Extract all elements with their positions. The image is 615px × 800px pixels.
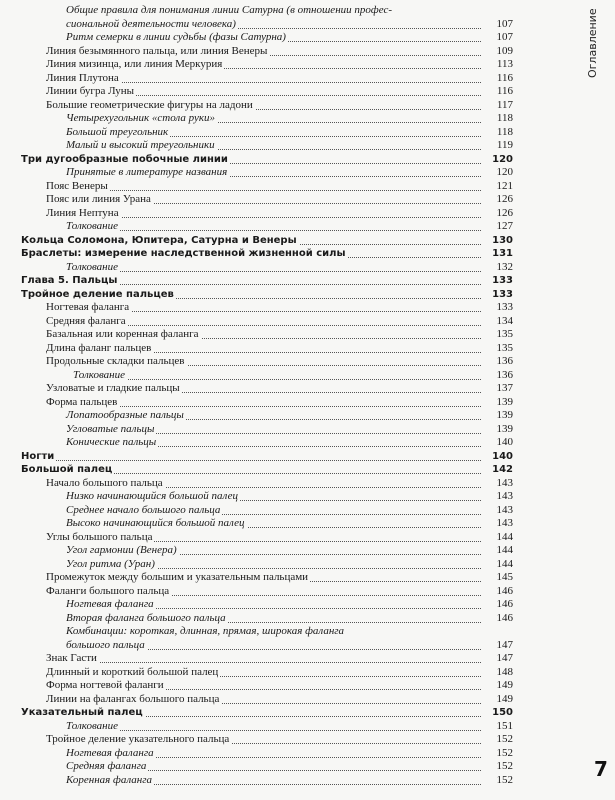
toc-entry-page: 152 xyxy=(496,760,513,772)
toc-entry xyxy=(73,369,513,382)
toc-entry-page: 134 xyxy=(496,314,513,327)
toc-entry-title: Толкование xyxy=(73,368,126,381)
toc-entry-title: Большой треугольник xyxy=(66,125,169,138)
toc-entry-page: 133 xyxy=(492,275,513,286)
toc-entry-page: 144 xyxy=(496,557,513,570)
toc-entry xyxy=(46,585,513,598)
toc-entry-title: Кольца Соломона, Юпитера, Сатурна и Венеры xyxy=(21,234,297,246)
toc-entry-page: 137 xyxy=(496,382,513,394)
toc-entry xyxy=(66,220,513,233)
toc-entry-title: Пояс Венеры xyxy=(46,179,108,192)
toc-entry-page: 136 xyxy=(496,355,513,367)
toc-entry-title: Ногти xyxy=(21,450,55,462)
toc-entry-title: Длинный и короткий большой палец xyxy=(46,665,219,678)
toc-entry-title: Углы большого пальца xyxy=(46,530,153,543)
toc-entry-page: 152 xyxy=(496,733,513,745)
toc-entry-page: 113 xyxy=(496,58,513,70)
toc-entry-page: 135 xyxy=(496,328,513,340)
toc-entry-page: 135 xyxy=(496,341,513,354)
toc-entry-title: Общие правила для понимания линии Сатурна (в отношении профес- xyxy=(66,4,392,16)
toc-entry-page: 152 xyxy=(496,746,513,759)
toc-entry xyxy=(66,423,513,436)
toc-entry-title: Толкование xyxy=(66,260,119,273)
toc-entry xyxy=(21,234,513,247)
toc-entry xyxy=(46,342,513,355)
toc-entry-title: Низко начинающийся большой палец xyxy=(66,490,238,502)
toc-entry xyxy=(46,396,513,409)
toc-entry-title: Браслеты: измерение наследственной жизненной силы xyxy=(21,248,346,259)
toc-entry-page: 130 xyxy=(492,234,513,246)
toc-entry-title: Форма ногтевой фаланги xyxy=(46,679,164,691)
toc-entry-title: Глава 5. Пальцы xyxy=(21,275,118,286)
toc-entry-page: 139 xyxy=(496,422,513,435)
toc-entry-page: 116 xyxy=(496,85,513,97)
toc-entry-title: Коренная фаланга xyxy=(66,773,153,786)
toc-entry xyxy=(66,18,513,31)
toc-entry xyxy=(66,409,513,422)
toc-entry xyxy=(21,450,513,463)
toc-entry-title: Ногтевая фаланга xyxy=(46,301,130,313)
toc-entry-page: 143 xyxy=(496,476,513,489)
toc-entry-page: 144 xyxy=(496,530,513,543)
toc-entry-title: Вторая фаланга большого пальца xyxy=(66,611,226,624)
toc-entry-title: Знак Гасти xyxy=(46,652,97,664)
toc-entry-page: 147 xyxy=(496,638,513,651)
toc-entry-page: 133 xyxy=(492,288,513,300)
toc-entry-title: Средняя фаланга xyxy=(66,760,147,772)
toc-entry-page: 109 xyxy=(496,44,513,57)
toc-entry xyxy=(46,99,513,112)
toc-entry-title: Толкование xyxy=(66,220,119,232)
toc-entry-title: Среднее начало большого пальца xyxy=(66,503,221,516)
toc-entry xyxy=(66,517,513,530)
toc-entry-title: Линия Нептуна xyxy=(46,206,119,219)
toc-entry-title: большого пальца xyxy=(66,638,145,651)
toc-entry xyxy=(46,666,513,679)
toc-entry xyxy=(66,126,513,139)
toc-entry xyxy=(21,274,513,287)
toc-entry xyxy=(66,261,513,274)
toc-entry xyxy=(66,4,513,17)
toc-entry-title: Ногтевая фаланга xyxy=(66,746,154,759)
toc-entry-page: 107 xyxy=(496,31,513,43)
toc-entry-title: Три дугообразные побочные линии xyxy=(21,153,228,165)
toc-entry-page: 133 xyxy=(496,301,513,313)
toc-entry xyxy=(66,139,513,152)
toc-entry-page: 126 xyxy=(496,193,513,205)
toc-entry xyxy=(66,598,513,611)
running-header: Оглавление xyxy=(586,8,599,78)
toc-entry-page: 121 xyxy=(496,179,513,192)
toc-entry-page: 147 xyxy=(496,652,513,664)
toc-entry-title: Большие геометрические фигуры на ладони xyxy=(46,98,253,111)
toc-entry-title: Линия безымянного пальца, или линия Венеры xyxy=(46,44,268,57)
toc-entry xyxy=(46,652,513,665)
toc-entry-title: Фаланги большого пальца xyxy=(46,584,170,597)
toc-entry xyxy=(46,679,513,692)
toc-entry xyxy=(46,180,513,193)
toc-entry-page: 119 xyxy=(496,139,513,151)
toc-entry xyxy=(66,612,513,625)
toc-entry-title: Угол ритма (Уран) xyxy=(66,557,155,570)
toc-entry xyxy=(66,504,513,517)
toc-entry xyxy=(46,733,513,746)
toc-entry-leader xyxy=(73,379,481,380)
toc-entry-page: 120 xyxy=(496,166,513,178)
toc-entry-page: 143 xyxy=(496,503,513,516)
toc-entry xyxy=(46,207,513,220)
toc-entry-title: Четырехугольник «стола руки» xyxy=(66,112,215,124)
toc-entry-page: 136 xyxy=(496,368,513,381)
toc-entry-leader xyxy=(46,662,481,663)
toc-entry xyxy=(46,571,513,584)
toc-entry-page: 132 xyxy=(496,260,513,273)
toc-entry xyxy=(66,747,513,760)
toc-entry xyxy=(46,477,513,490)
toc-entry xyxy=(46,193,513,206)
toc-entry-page: 107 xyxy=(496,17,513,30)
toc-entry xyxy=(21,706,513,719)
toc-entry-title: Продольные складки пальцев xyxy=(46,355,185,367)
toc-entry-title: Тройное деление пальцев xyxy=(21,288,174,300)
toc-entry xyxy=(66,558,513,571)
toc-entry xyxy=(21,153,513,166)
toc-entry-page: 152 xyxy=(496,773,513,786)
toc-entry xyxy=(46,315,513,328)
toc-entry-page: 116 xyxy=(496,71,513,84)
toc-entry-page: 120 xyxy=(492,153,513,165)
toc-entry-leader xyxy=(66,271,481,272)
toc-entry-page: 127 xyxy=(496,220,513,232)
toc-entry-page: 146 xyxy=(496,611,513,624)
toc-entry xyxy=(46,328,513,341)
toc-entry-title: Конические пальцы xyxy=(66,436,157,448)
toc-entry-page: 150 xyxy=(492,707,513,718)
toc-entry xyxy=(66,166,513,179)
toc-entry-leader xyxy=(21,460,481,461)
toc-entry-page: 139 xyxy=(496,395,513,408)
toc-entry-title: Линия Плутона xyxy=(46,71,119,84)
toc-entry-title: Высоко начинающийся большой палец xyxy=(66,517,245,529)
toc-entry-title: Базальная или коренная фаланга xyxy=(46,328,199,340)
toc-entry-title: Линии на фалангах большого пальца xyxy=(46,692,220,705)
page-number: 7 xyxy=(594,757,608,781)
toc-entry xyxy=(21,288,513,301)
toc-entry xyxy=(66,720,513,733)
toc-entry-title: Угловатые пальцы xyxy=(66,422,155,435)
toc-entry-leader xyxy=(66,230,481,231)
toc-entry-page: 118 xyxy=(496,112,513,124)
toc-entry-page: 140 xyxy=(492,450,513,462)
toc-entry xyxy=(46,58,513,71)
toc-entry-page: 146 xyxy=(496,584,513,597)
toc-entry-title: Угол гармонии (Венера) xyxy=(66,544,177,556)
toc-entry xyxy=(21,463,513,476)
toc-entry-page: 131 xyxy=(492,248,513,259)
toc-entry xyxy=(46,531,513,544)
toc-entry-title: Длина фаланг пальцев xyxy=(46,341,152,354)
toc-entry-page: 143 xyxy=(496,490,513,502)
toc-entry-page: 151 xyxy=(496,719,513,732)
toc-entry xyxy=(66,112,513,125)
toc-entry-title: сиональной деятельности человека) xyxy=(66,17,236,30)
toc-entry-title: Комбинации: короткая, длинная, прямая, широкая фаланга xyxy=(66,625,345,637)
toc-entry xyxy=(46,301,513,314)
toc-entry xyxy=(66,31,513,44)
toc-entry-title: Линия мизинца, или линия Меркурия xyxy=(46,58,223,70)
toc-entry-page: 139 xyxy=(496,409,513,421)
toc-entry-page: 144 xyxy=(496,544,513,556)
toc-entry-page: 118 xyxy=(496,125,513,138)
toc-entry-title: Указательный палец xyxy=(21,707,143,718)
toc-entry-title: Промежуток между большим и указательным пальцами xyxy=(46,571,309,583)
toc-entry-leader xyxy=(66,730,481,731)
toc-entry-title: Большой палец xyxy=(21,464,113,475)
toc-entry-page: 149 xyxy=(496,679,513,691)
toc-entry xyxy=(46,72,513,85)
toc-entry-title: Линии бугра Луны xyxy=(46,85,135,97)
toc-entry-page: 145 xyxy=(496,571,513,583)
toc-entry xyxy=(66,544,513,557)
toc-entry xyxy=(66,774,513,787)
toc-entry-page: 142 xyxy=(492,464,513,475)
toc-entry-title: Лопатообразные пальцы xyxy=(66,409,184,421)
toc-entry xyxy=(66,436,513,449)
toc-entry-page: 149 xyxy=(496,692,513,705)
toc-entry-title: Толкование xyxy=(66,719,119,732)
toc-entry xyxy=(46,85,513,98)
toc-entry-page: 146 xyxy=(496,598,513,610)
toc-entry xyxy=(66,760,513,773)
toc-entry xyxy=(66,639,513,652)
toc-entry xyxy=(46,693,513,706)
toc-entry-title: Принятые в литературе названия xyxy=(66,166,228,178)
toc-entry-leader xyxy=(46,190,481,191)
toc-entry xyxy=(46,382,513,395)
toc-entry xyxy=(66,625,513,638)
toc-entry-title: Начало большого пальца xyxy=(46,476,163,489)
toc-entry-title: Средняя фаланга xyxy=(46,314,126,327)
toc-entry-page: 140 xyxy=(496,436,513,448)
toc-entry-title: Ритм семерки в линии судьбы (фазы Сатурна) xyxy=(66,31,286,43)
toc-entry-page: 126 xyxy=(496,206,513,219)
toc-entry xyxy=(66,490,513,503)
toc-entry-page: 117 xyxy=(496,98,513,111)
toc-entry-title: Тройное деление указательного пальца xyxy=(46,733,230,745)
toc-entry-title: Пояс или линия Урана xyxy=(46,193,151,205)
toc-entry xyxy=(46,355,513,368)
toc-entry xyxy=(21,247,513,260)
toc-entry-page: 148 xyxy=(496,665,513,678)
toc-entry-title: Малый и высокий треугольники xyxy=(66,139,215,151)
toc-entry xyxy=(46,45,513,58)
toc-entry-title: Узловатые и гладкие пальцы xyxy=(46,382,180,394)
toc-entry-title: Форма пальцев xyxy=(46,395,118,408)
toc-entry-title: Ногтевая фаланга xyxy=(66,598,154,610)
toc-entry-page: 143 xyxy=(496,517,513,529)
